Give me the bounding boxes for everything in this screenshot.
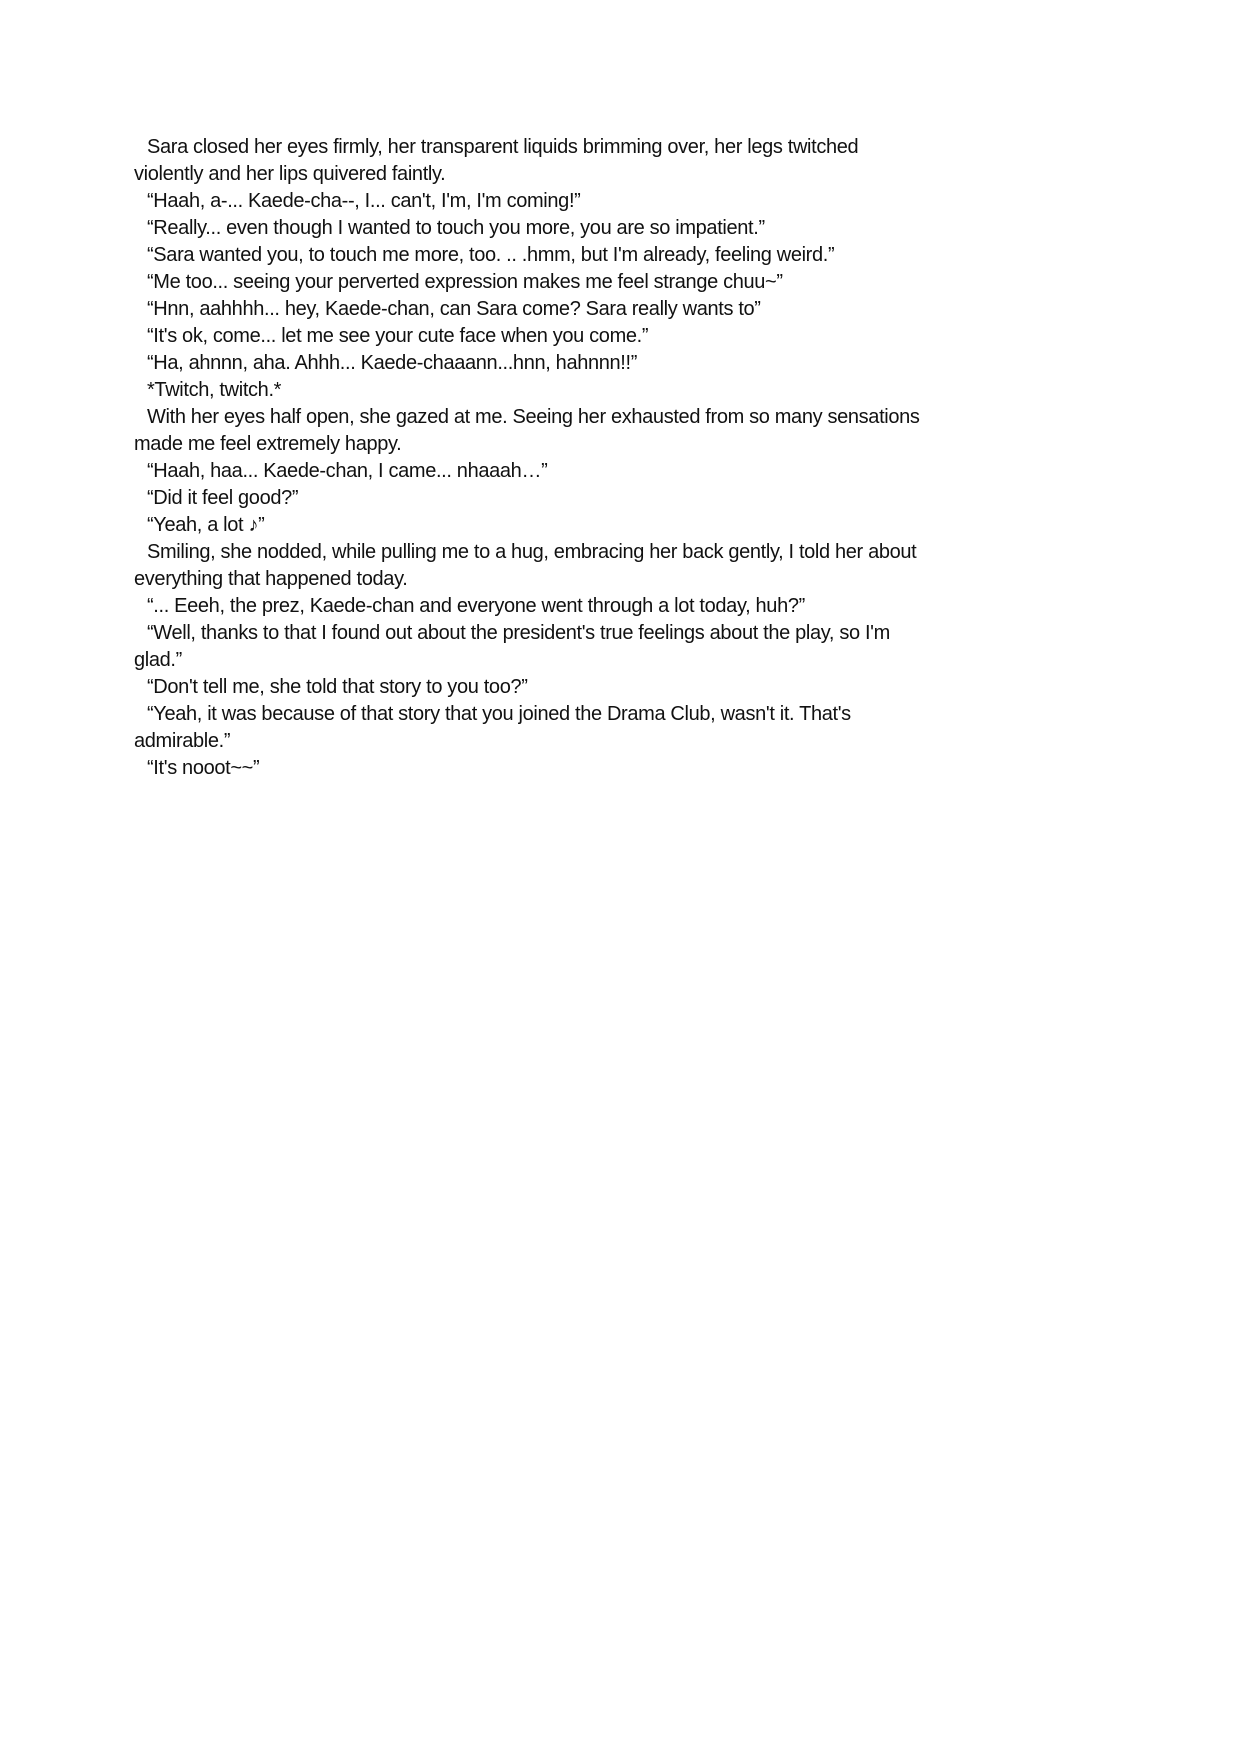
text-line: “Yeah, a lot ♪” bbox=[147, 514, 265, 536]
paragraph bbox=[134, 323, 1114, 350]
text-line: Smiling, she nodded, while pulling me to a hug, embracing her back gently, I told her about bbox=[147, 541, 917, 563]
paragraph bbox=[134, 674, 1114, 701]
text-line: “Haah, a-... Kaede-cha--, I... can't, I'm, I'm coming!” bbox=[147, 190, 581, 212]
paragraph bbox=[134, 755, 1114, 782]
paragraph bbox=[134, 215, 1114, 242]
paragraph bbox=[134, 620, 1114, 674]
text-line: “Yeah, it was because of that story that you joined the Drama Club, wasn't it. That's bbox=[147, 703, 851, 725]
paragraph bbox=[134, 458, 1114, 485]
text-line: “It's ok, come... let me see your cute face when you come.” bbox=[147, 325, 649, 347]
text-line: “Hnn, aahhhh... hey, Kaede-chan, can Sara come? Sara really wants to” bbox=[147, 298, 761, 320]
paragraph bbox=[134, 701, 1114, 755]
paragraph bbox=[134, 296, 1114, 323]
text-line: “Haah, haa... Kaede-chan, I came... nhaaah…” bbox=[147, 460, 548, 482]
paragraph bbox=[134, 188, 1114, 215]
text-line: With her eyes half open, she gazed at me. Seeing her exhausted from so many sensations bbox=[147, 406, 920, 428]
paragraph bbox=[134, 269, 1114, 296]
text-line: “Well, thanks to that I found out about the president's true feelings about the play, so I'm bbox=[147, 622, 890, 644]
text-line: “Don't tell me, she told that story to you too?” bbox=[147, 676, 528, 698]
text-line: admirable.” bbox=[134, 730, 231, 752]
text-line: “Did it feel good?” bbox=[147, 487, 299, 509]
text-line: glad.” bbox=[134, 649, 182, 671]
paragraph bbox=[134, 539, 1114, 593]
text-line: everything that happened today. bbox=[134, 568, 408, 590]
text-line: violently and her lips quivered faintly. bbox=[134, 163, 446, 185]
paragraph bbox=[134, 134, 1114, 188]
text-line: “Really... even though I wanted to touch you more, you are so impatient.” bbox=[147, 217, 765, 239]
text-line: Sara closed her eyes firmly, her transparent liquids brimming over, her legs twitched bbox=[147, 136, 859, 158]
text-line: “It's nooot~~” bbox=[147, 757, 260, 779]
paragraph bbox=[134, 512, 1114, 539]
paragraph bbox=[134, 242, 1114, 269]
text-line: “... Eeeh, the prez, Kaede-chan and everyone went through a lot today, huh?” bbox=[147, 595, 805, 617]
paragraph bbox=[134, 404, 1114, 458]
text-line: made me feel extremely happy. bbox=[134, 433, 402, 455]
paragraph bbox=[134, 593, 1114, 620]
text-line: “Sara wanted you, to touch me more, too. .. .hmm, but I'm already, feeling weird.” bbox=[147, 244, 835, 266]
paragraph bbox=[134, 350, 1114, 377]
text-line: “Me too... seeing your perverted expression makes me feel strange chuu~” bbox=[147, 271, 783, 293]
text-line: *Twitch, twitch.* bbox=[147, 379, 282, 401]
paragraph bbox=[134, 485, 1114, 512]
document-body bbox=[134, 134, 1114, 782]
text-line: “Ha, ahnnn, aha. Ahhh... Kaede-chaaann...hnn, hahnnn!!” bbox=[147, 352, 638, 374]
paragraph bbox=[134, 377, 1114, 404]
